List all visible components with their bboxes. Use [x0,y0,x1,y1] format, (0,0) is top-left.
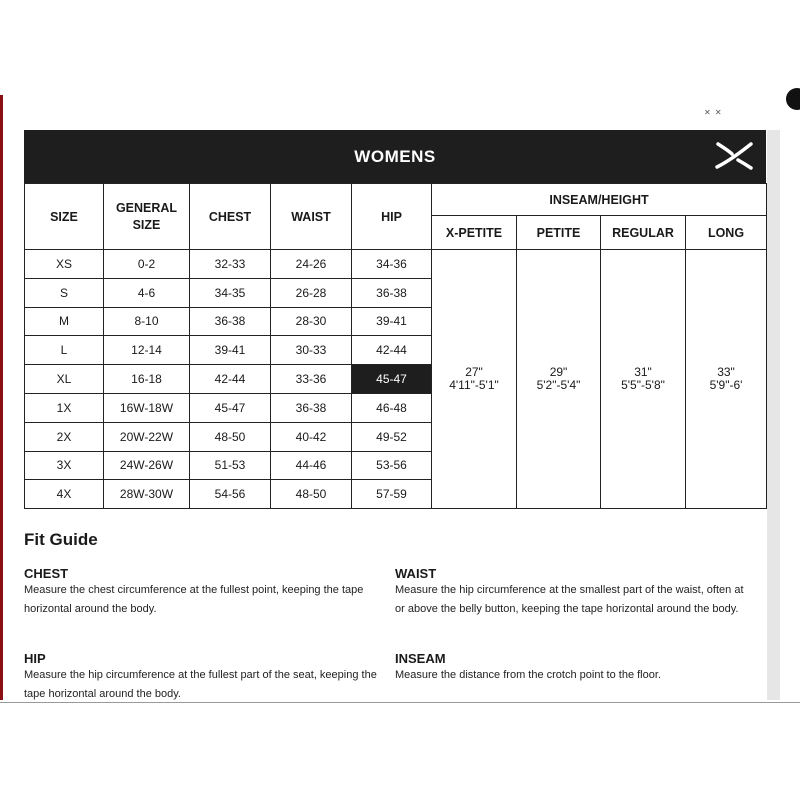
fit-item-chest [24,566,384,618]
fit-item-inseam [395,651,755,685]
chest-cell: 39-41 [190,336,271,365]
general-size-cell: 4-6 [104,278,190,307]
chest-cell: 48-50 [190,422,271,451]
header-long: LONG [686,216,767,250]
general-size-cell: 12-14 [104,336,190,365]
fit-label-chest: CHEST [24,566,69,581]
hip-cell: 49-52 [352,422,432,451]
general-size-cell: 8-10 [104,307,190,336]
size-cell: M [25,307,104,336]
inseam-long: 33" 5'9"-6' [686,250,767,509]
size-table [24,183,767,509]
waist-cell: 44-46 [271,451,352,480]
inseam-regular: 31" 5'5"-5'8" [601,250,686,509]
size-chart [24,130,766,509]
header-regular: REGULAR [601,216,686,250]
fit-text-hip: Measure the hip circumference at the fullest part of the seat, keeping the tape horizontal around the body. [24,669,377,700]
chest-cell: 51-53 [190,451,271,480]
table-row [25,250,767,279]
waist-cell: 40-42 [271,422,352,451]
scrollbar[interactable] [767,130,780,700]
size-cell: S [25,278,104,307]
inseam-x-petite: 27" 4'11"-5'1" [432,250,517,509]
general-size-cell: 24W-26W [104,451,190,480]
hip-cell: 46-48 [352,393,432,422]
hip-cell: 34-36 [352,250,432,279]
window-edge [0,95,3,700]
waist-cell: 33-36 [271,365,352,394]
header-hip: HIP [352,184,432,250]
header-waist: WAIST [271,184,352,250]
corner-button-icon[interactable] [786,88,800,110]
fit-text-waist: Measure the hip circumference at the smallest part of the waist, often at or above the belly button, keeping the tape horizontal around the body. [395,584,744,615]
chest-cell: 34-35 [190,278,271,307]
fit-guide-title: Fit Guide [24,530,98,549]
size-cell: 1X [25,393,104,422]
fit-text-chest: Measure the chest circumference at the fullest point, keeping the tape horizontal around the body. [24,584,364,615]
hip-cell: 42-44 [352,336,432,365]
fit-guide [24,530,766,700]
waist-cell: 30-33 [271,336,352,365]
hip-cell-highlighted: 45-47 [352,365,432,394]
header-general-size: GENERAL SIZE [104,184,190,250]
size-cell: 2X [25,422,104,451]
size-cell: XS [25,250,104,279]
size-cell: 4X [25,480,104,509]
header-inseam-height: INSEAM/HEIGHT [432,184,767,216]
fit-item-waist [395,566,755,618]
size-cell: XL [25,365,104,394]
chest-cell: 42-44 [190,365,271,394]
header-x-petite: X-PETITE [432,216,517,250]
close-icon[interactable]: ✕ ✕ [704,108,723,117]
chart-banner [24,130,766,183]
general-size-cell: 16W-18W [104,393,190,422]
size-cell: 3X [25,451,104,480]
chest-cell: 54-56 [190,480,271,509]
waist-cell: 24-26 [271,250,352,279]
chest-cell: 45-47 [190,393,271,422]
fit-label-waist: WAIST [395,566,437,581]
fit-label-hip: HIP [24,651,46,666]
chest-cell: 32-33 [190,250,271,279]
chart-title: WOMENS [354,147,436,166]
header-chest: CHEST [190,184,271,250]
brand-logo-icon [714,140,754,172]
header-petite: PETITE [517,216,601,250]
fit-label-inseam: INSEAM [395,651,446,666]
fit-item-hip [24,651,384,703]
waist-cell: 36-38 [271,393,352,422]
general-size-cell: 0-2 [104,250,190,279]
waist-cell: 26-28 [271,278,352,307]
chest-cell: 36-38 [190,307,271,336]
size-cell: L [25,336,104,365]
waist-cell: 28-30 [271,307,352,336]
hip-cell: 53-56 [352,451,432,480]
hip-cell: 57-59 [352,480,432,509]
general-size-cell: 16-18 [104,365,190,394]
hip-cell: 39-41 [352,307,432,336]
inseam-petite: 29" 5'2"-5'4" [517,250,601,509]
hip-cell: 36-38 [352,278,432,307]
header-size: SIZE [25,184,104,250]
general-size-cell: 28W-30W [104,480,190,509]
waist-cell: 48-50 [271,480,352,509]
fit-text-inseam: Measure the distance from the crotch point to the floor. [395,669,661,681]
general-size-cell: 20W-22W [104,422,190,451]
